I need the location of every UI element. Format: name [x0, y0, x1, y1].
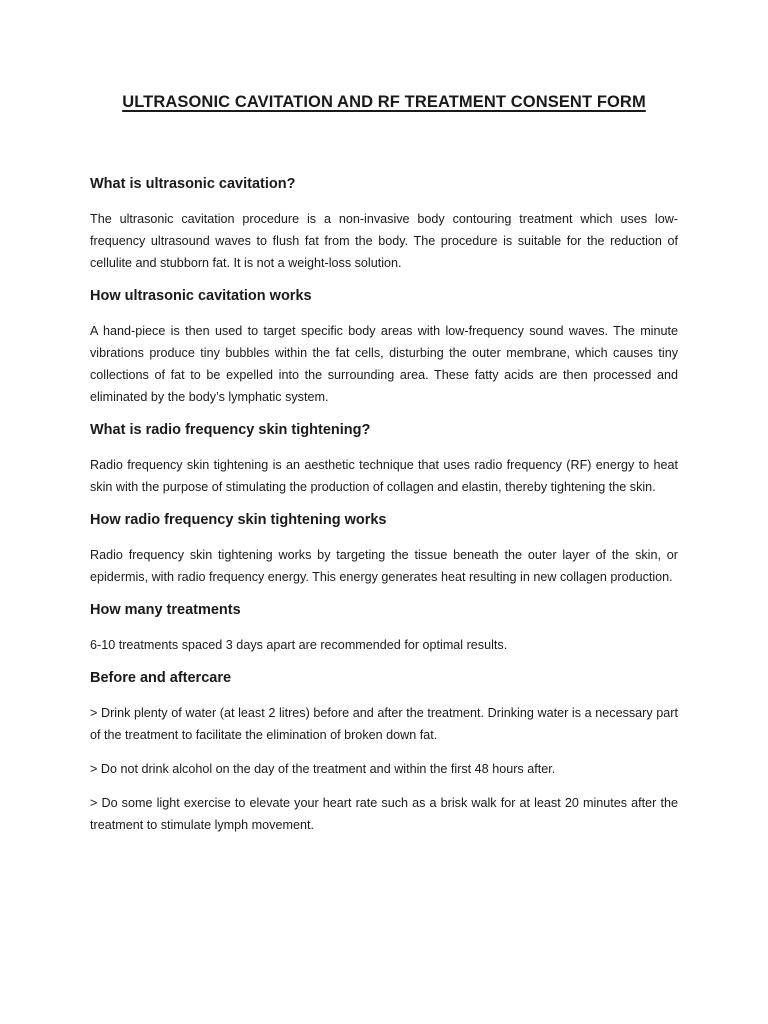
section-how-cavitation-works	[90, 286, 678, 408]
section-paragraph: Radio frequency skin tightening works by targeting the tissue beneath the outer layer of the skin, or epidermis, with radio frequency energy. This energy generates heat resulting in new collagen production.	[90, 548, 678, 584]
section-what-is-rf	[90, 420, 678, 498]
section-what-is-cavitation	[90, 174, 678, 274]
aftercare-item: > Drink plenty of water (at least 2 litres) before and after the treatment. Drinking water is a necessary part of the treatment to facilitate the elimination of broken down fat.	[90, 706, 678, 742]
section-heading: How many treatments	[90, 602, 241, 618]
section-heading: What is ultrasonic cavitation?	[90, 176, 296, 192]
section-heading: How radio frequency skin tightening works	[90, 512, 387, 528]
section-paragraph: The ultrasonic cavitation procedure is a non-invasive body contouring treatment which uses low-frequency ultrasound waves to flush fat from the body. The procedure is suitable for the reduction of cellulite and stubborn fat. It is not a weight-loss solution.	[90, 212, 678, 270]
document-title	[90, 93, 678, 112]
section-paragraph: Radio frequency skin tightening is an aesthetic technique that uses radio frequency (RF) energy to heat skin with the purpose of stimulating the production of collagen and elastin, thereby tightening the skin.	[90, 458, 678, 494]
section-heading: What is radio frequency skin tightening?	[90, 422, 371, 438]
section-paragraph: 6-10 treatments spaced 3 days apart are recommended for optimal results.	[90, 638, 508, 652]
section-heading: Before and aftercare	[90, 670, 232, 686]
section-how-rf-works	[90, 510, 678, 588]
document-title-text: ULTRASONIC CAVITATION AND RF TREATMENT CONSENT FORM	[122, 93, 646, 111]
section-paragraph: A hand-piece is then used to target specific body areas with low-frequency sound waves. The minute vibrations produce tiny bubbles within the fat cells, disturbing the outer membrane, which causes tiny collections of fat to be expelled into the surrounding area. These fatty acids are then processed and eliminated by the body’s lymphatic system.	[90, 324, 678, 404]
section-heading: How ultrasonic cavitation works	[90, 288, 312, 304]
aftercare-item: > Do not drink alcohol on the day of the treatment and within the first 48 hours after.	[90, 762, 556, 776]
aftercare-item: > Do some light exercise to elevate your heart rate such as a brisk walk for at least 20 minutes after the treatment to stimulate lymph movement.	[90, 796, 678, 832]
section-how-many-treatments	[90, 600, 678, 656]
document-body	[90, 174, 678, 848]
section-before-aftercare	[90, 668, 678, 836]
